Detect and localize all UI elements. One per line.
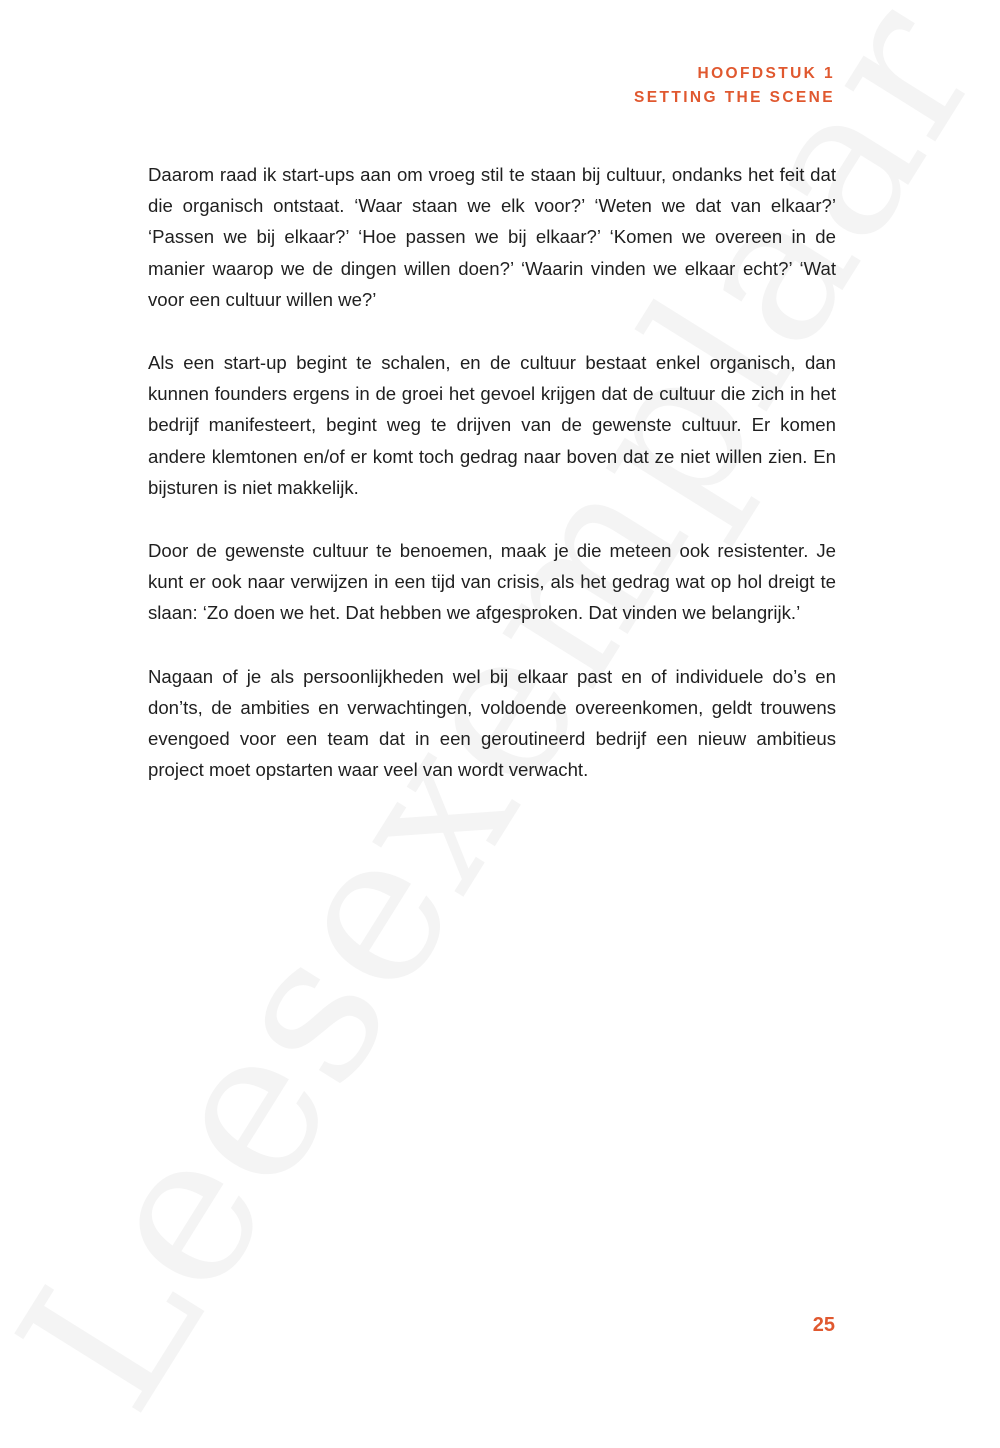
chapter-label: HOOFDSTUK 1 [697, 65, 835, 82]
page-number: 25 [812, 1314, 835, 1336]
paragraph: Als een start-up begint te schalen, en de cultuur bestaat enkel organisch, dan kunnen founders ergens in de groei het gevoel krijgen dat de cultuur die zich in het bedrijf manifesteert, begint weg te drijven van de gewenste cultuur. Er komen andere klemtonen en/of er komt toch gedrag naar boven dat ze niet willen zien. En bijsturen is niet makkelijk. [148, 352, 836, 498]
paragraph: Daarom raad ik start-ups aan om vroeg stil te staan bij cultuur, ondanks het feit dat die organisch ontstaat. ‘Waar staan we elk voor?’ ‘Weten we dat van elkaar?’ ‘Passen we bij elkaar?’ ‘Hoe passen we bij elkaar?’ ‘Komen we overeen in de manier waarop we de dingen willen doen?’ ‘Waarin vinden we elkaar echt?’ ‘Wat voor een cultuur willen we?’ [148, 164, 836, 310]
body-text [148, 159, 836, 817]
chapter-title: SETTING THE SCENE [634, 89, 835, 106]
running-header [634, 62, 835, 110]
paragraph: Nagaan of je als persoonlijkheden wel bij elkaar past en of individuele do’s en don’ts, de ambities en verwachtingen, voldoende overeenkomen, geldt trouwens evengoed voor een team dat in een geroutineerd bedrijf een nieuw ambitieus project moet opstarten waar veel van wordt verwacht. [148, 665, 836, 781]
paragraph: Door de gewenste cultuur te benoemen, maak je die meteen ook resistenter. Je kunt er ook naar verwijzen in een tijd van crisis, als het gedrag wat op hol dreigt te slaan: ‘Zo doen we het. Dat hebben we afgesproken. Dat vinden we belangrijk.’ [148, 540, 836, 624]
